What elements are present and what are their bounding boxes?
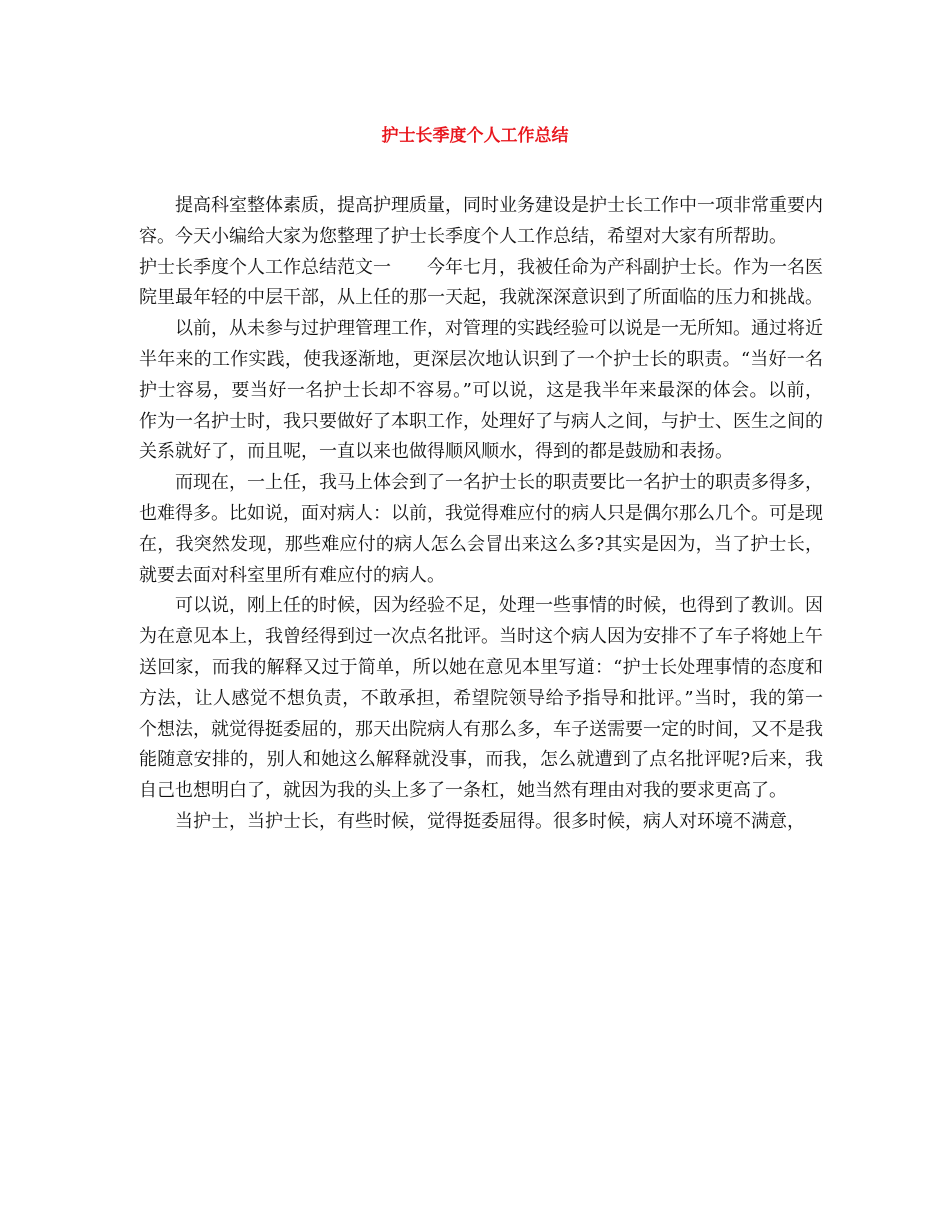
document-body [139, 191, 823, 838]
paragraph: 提高科室整体素质，提高护理质量，同时业务建设是护士长工作中一项非常重要内容。今天小编给大家为您整理了护士长季度个人工作总结，希望对大家有所帮助。 [139, 195, 823, 247]
paragraph: 当护士，当护士长，有些时候，觉得挺委屈得。很多时候，病人对环境不满意， [175, 810, 805, 832]
document-title: 护士长季度个人工作总结 [381, 126, 569, 146]
paragraph: 以前，从未参与过护理管理工作，对管理的实践经验可以说是一无所知。通过将近半年来的工作实践，使我逐渐地，更深层次地认识到了一个护士长的职责。“当好一名护士容易，要当好一名护士长却不容易。”可以说，这是我半年来最深的体会。以前，作为一名护士时，我只要做好了本职工作，处理好了与病人之间，与护士、医生之间的关系就好了，而且呢，一直以来也做得顺风顺水，得到的都是鼓励和表扬。 [139, 318, 823, 463]
paragraph: 护士长季度个人工作总结范文一 今年七月，我被任命为产科副护士长。作为一名医院里最年轻的中层干部，从上任的那一天起，我就深深意识到了所面临的压力和挑战。 [139, 256, 823, 309]
paragraph: 而现在，一上任，我马上体会到了一名护士长的职责要比一名护士的职责多得多，也难得多。比如说，面对病人：以前，我觉得难应付的病人只是偶尔那么几个。可是现在，我突然发现，那些难应付的病人怎么会冒出来这么多?其实是因为，当了护士长，就要去面对科室里所有难应付的病人。 [139, 472, 823, 586]
paragraph: 可以说，刚上任的时候，因为经验不足，处理一些事情的时候，也得到了教训。因为在意见本上，我曾经得到过一次点名批评。当时这个病人因为安排不了车子将她上午送回家，而我的解释又过于简单，所以她在意见本里写道：“护士长处理事情的态度和方法，让人感觉不想负责，不敢承担，希望院领导给予指导和批评。”当时，我的第一个想法，就觉得挺委屈的，那天出院病人有那么多，车子送需要一定的时间，又不是我能随意安排的，别人和她这么解释就没事，而我，怎么就遭到了点名批评呢?后来，我自己也想明白了，就因为我的头上多了一条杠，她当然有理由对我的要求更高了。 [139, 595, 823, 802]
